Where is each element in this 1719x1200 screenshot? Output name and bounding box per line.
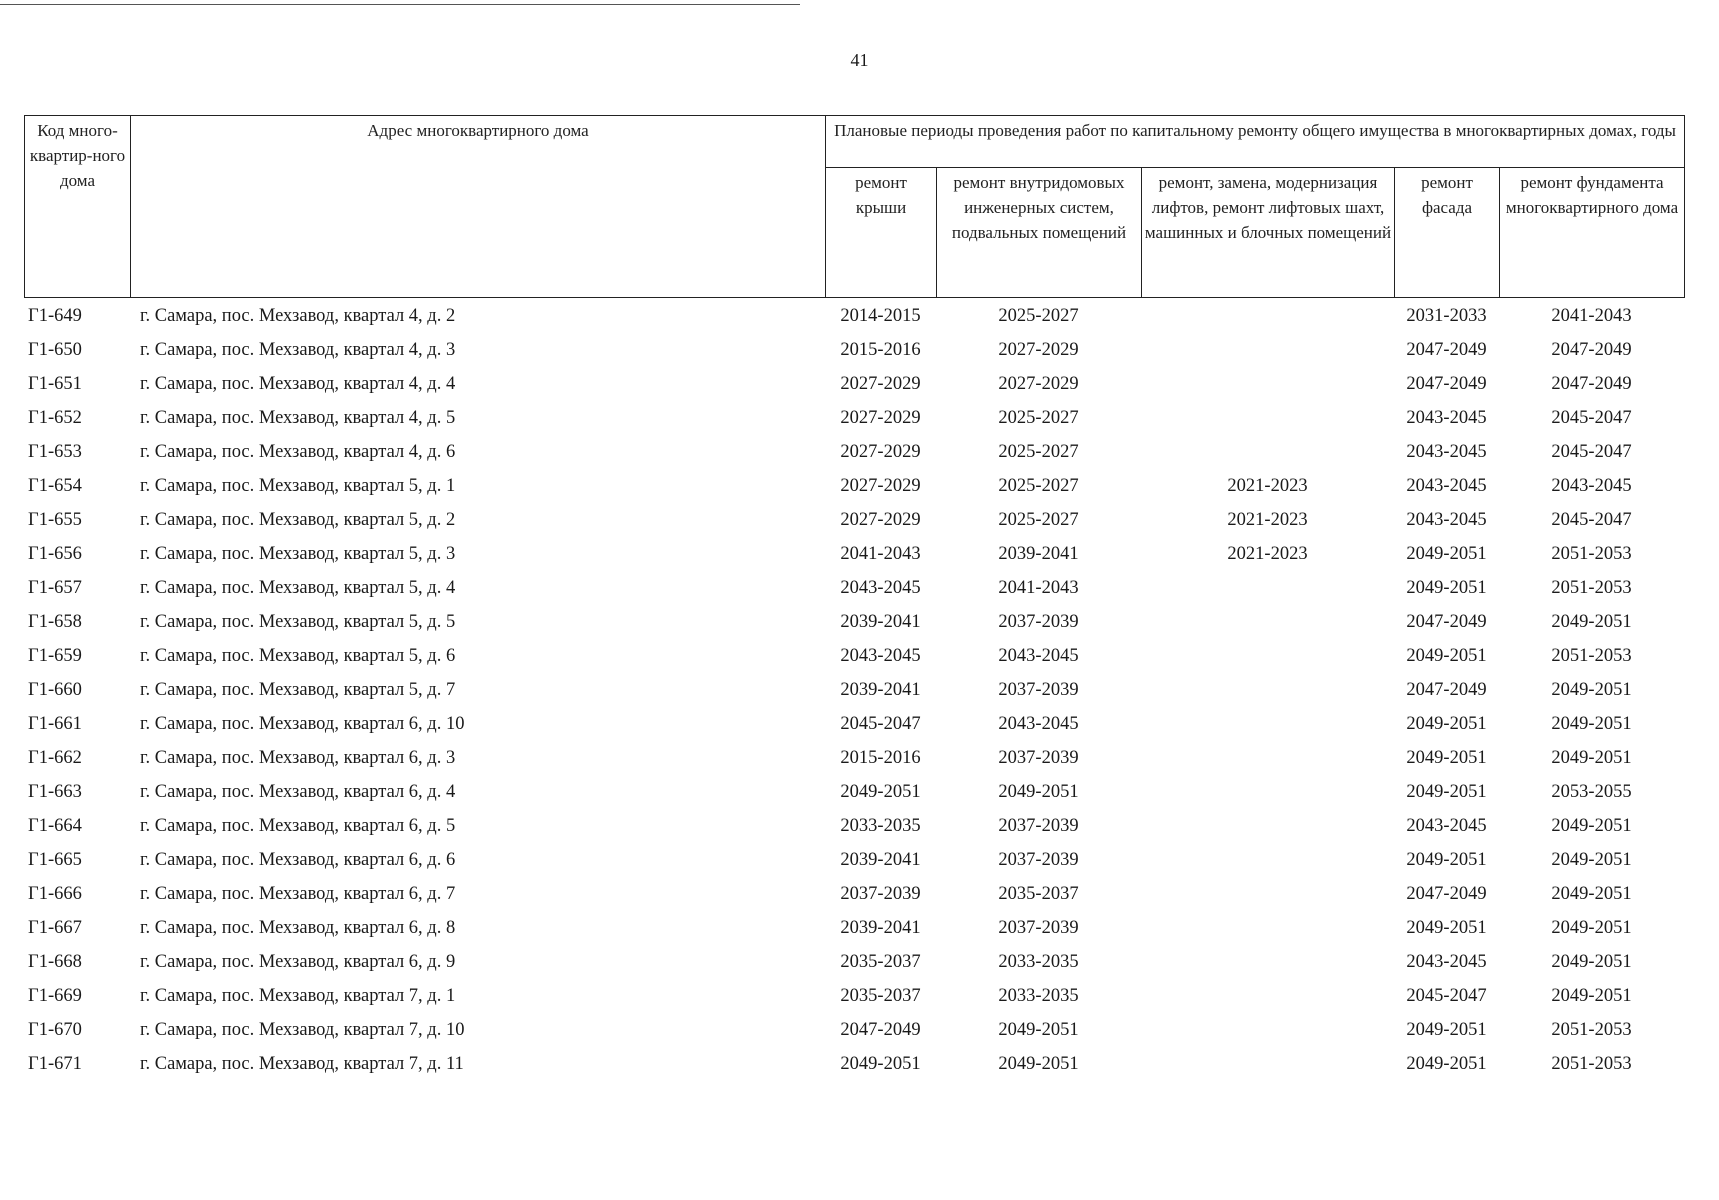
table-row	[24, 707, 1684, 741]
cell-address: г. Самара, пос. Мехзавод, квартал 6, д. 7	[140, 884, 456, 904]
data-rows	[24, 299, 1684, 1081]
cell-foundation: 2047-2049	[1551, 374, 1632, 394]
cell-facade: 2049-2051	[1406, 544, 1487, 564]
cell-systems: 2035-2037	[998, 884, 1079, 904]
table-row	[24, 571, 1684, 605]
cell-code: Г1-656	[28, 544, 82, 564]
top-scan-rule	[0, 4, 800, 5]
cell-address: г. Самара, пос. Мехзавод, квартал 6, д. 3	[140, 748, 456, 768]
cell-address: г. Самара, пос. Мехзавод, квартал 7, д. 11	[140, 1054, 464, 1074]
cell-address: г. Самара, пос. Мехзавод, квартал 6, д. 6	[140, 850, 456, 870]
table-row	[24, 843, 1684, 877]
cell-foundation: 2051-2053	[1551, 544, 1632, 564]
cell-code: Г1-654	[28, 476, 82, 496]
cell-roof: 2039-2041	[840, 680, 921, 700]
cell-foundation: 2049-2051	[1551, 952, 1632, 972]
cell-facade: 2049-2051	[1406, 918, 1487, 938]
cell-code: Г1-666	[28, 884, 82, 904]
cell-roof: 2039-2041	[840, 918, 921, 938]
cell-code: Г1-655	[28, 510, 82, 530]
cell-foundation: 2049-2051	[1551, 680, 1632, 700]
cell-address: г. Самара, пос. Мехзавод, квартал 6, д. 9	[140, 952, 456, 972]
cell-foundation: 2049-2051	[1551, 816, 1632, 836]
cell-facade: 2049-2051	[1406, 748, 1487, 768]
cell-roof: 2047-2049	[840, 1020, 921, 1040]
cell-foundation: 2051-2053	[1551, 646, 1632, 666]
cell-address: г. Самара, пос. Мехзавод, квартал 6, д. 4	[140, 782, 456, 802]
cell-foundation: 2051-2053	[1551, 1054, 1632, 1074]
table-row	[24, 537, 1684, 571]
table-row	[24, 639, 1684, 673]
cell-systems: 2025-2027	[998, 306, 1079, 326]
cell-code: Г1-649	[28, 306, 82, 326]
cell-code: Г1-671	[28, 1054, 82, 1074]
page-number: 41	[850, 50, 869, 70]
cell-elevators	[1141, 843, 1394, 877]
cell-roof: 2049-2051	[840, 782, 921, 802]
cell-code: Г1-650	[28, 340, 82, 360]
cell-address: г. Самара, пос. Мехзавод, квартал 4, д. 3	[140, 340, 456, 360]
header-periods: Плановые периоды проведения работ по капитальному ремонту общего имущества в многоквартирных домах, годы	[826, 116, 1685, 168]
cell-foundation: 2043-2045	[1551, 476, 1632, 496]
cell-elevators	[1141, 333, 1394, 367]
cell-code: Г1-663	[28, 782, 82, 802]
cell-roof: 2027-2029	[840, 510, 921, 530]
cell-systems: 2025-2027	[998, 476, 1079, 496]
cell-foundation: 2047-2049	[1551, 340, 1632, 360]
cell-foundation: 2045-2047	[1551, 408, 1632, 428]
cell-roof: 2037-2039	[840, 884, 921, 904]
cell-elevators	[1141, 979, 1394, 1013]
cell-foundation: 2045-2047	[1551, 442, 1632, 462]
cell-elevators	[1141, 605, 1394, 639]
cell-elevators	[1141, 571, 1394, 605]
table-row	[24, 469, 1684, 503]
cell-elevators	[1141, 911, 1394, 945]
cell-facade: 2049-2051	[1406, 850, 1487, 870]
cell-foundation: 2049-2051	[1551, 850, 1632, 870]
cell-address: г. Самара, пос. Мехзавод, квартал 4, д. 4	[140, 374, 456, 394]
cell-roof: 2039-2041	[840, 850, 921, 870]
cell-elevators	[1141, 435, 1394, 469]
cell-code: Г1-667	[28, 918, 82, 938]
table-row	[24, 911, 1684, 945]
cell-facade: 2043-2045	[1406, 476, 1487, 496]
cell-address: г. Самара, пос. Мехзавод, квартал 4, д. 6	[140, 442, 456, 462]
cell-facade: 2043-2045	[1406, 442, 1487, 462]
cell-facade: 2049-2051	[1406, 1054, 1487, 1074]
cell-foundation: 2049-2051	[1551, 884, 1632, 904]
cell-elevators: 2021-2023	[1227, 510, 1308, 530]
table-row	[24, 605, 1684, 639]
cell-address: г. Самара, пос. Мехзавод, квартал 7, д. 1	[140, 986, 456, 1006]
cell-foundation: 2051-2053	[1551, 578, 1632, 598]
cell-code: Г1-668	[28, 952, 82, 972]
cell-facade: 2047-2049	[1406, 374, 1487, 394]
cell-systems: 2033-2035	[998, 986, 1079, 1006]
cell-address: г. Самара, пос. Мехзавод, квартал 5, д. 6	[140, 646, 456, 666]
table-row	[24, 809, 1684, 843]
cell-systems: 2037-2039	[998, 680, 1079, 700]
cell-address: г. Самара, пос. Мехзавод, квартал 5, д. 5	[140, 612, 456, 632]
cell-elevators	[1141, 741, 1394, 775]
cell-foundation: 2049-2051	[1551, 986, 1632, 1006]
cell-facade: 2043-2045	[1406, 510, 1487, 530]
cell-roof: 2027-2029	[840, 476, 921, 496]
cell-roof: 2043-2045	[840, 646, 921, 666]
cell-address: г. Самара, пос. Мехзавод, квартал 5, д. 1	[140, 476, 456, 496]
table-row	[24, 503, 1684, 537]
cell-systems: 2049-2051	[998, 1054, 1079, 1074]
cell-code: Г1-665	[28, 850, 82, 870]
cell-facade: 2047-2049	[1406, 884, 1487, 904]
cell-systems: 2049-2051	[998, 1020, 1079, 1040]
cell-roof: 2027-2029	[840, 374, 921, 394]
cell-elevators	[1141, 639, 1394, 673]
cell-elevators	[1141, 1047, 1394, 1081]
table-row	[24, 1047, 1684, 1081]
cell-code: Г1-657	[28, 578, 82, 598]
cell-roof: 2043-2045	[840, 578, 921, 598]
cell-systems: 2025-2027	[998, 510, 1079, 530]
table-row	[24, 945, 1684, 979]
table-row	[24, 775, 1684, 809]
cell-elevators	[1141, 367, 1394, 401]
table-row	[24, 877, 1684, 911]
cell-code: Г1-661	[28, 714, 82, 734]
cell-systems: 2037-2039	[998, 816, 1079, 836]
cell-facade: 2049-2051	[1406, 578, 1487, 598]
cell-roof: 2035-2037	[840, 952, 921, 972]
cell-systems: 2037-2039	[998, 918, 1079, 938]
cell-elevators: 2021-2023	[1227, 544, 1308, 564]
cell-code: Г1-670	[28, 1020, 82, 1040]
cell-systems: 2025-2027	[998, 442, 1079, 462]
cell-systems: 2049-2051	[998, 782, 1079, 802]
cell-systems: 2027-2029	[998, 340, 1079, 360]
table-row	[24, 299, 1684, 333]
cell-facade: 2045-2047	[1406, 986, 1487, 1006]
cell-roof: 2015-2016	[840, 748, 921, 768]
table-row	[24, 1013, 1684, 1047]
cell-elevators	[1141, 809, 1394, 843]
cell-roof: 2039-2041	[840, 612, 921, 632]
cell-systems: 2027-2029	[998, 374, 1079, 394]
table-row	[24, 367, 1684, 401]
cell-elevators	[1141, 1013, 1394, 1047]
cell-facade: 2047-2049	[1406, 680, 1487, 700]
cell-code: Г1-660	[28, 680, 82, 700]
cell-code: Г1-652	[28, 408, 82, 428]
cell-roof: 2015-2016	[840, 340, 921, 360]
cell-elevators	[1141, 401, 1394, 435]
cell-code: Г1-664	[28, 816, 82, 836]
cell-facade: 2043-2045	[1406, 816, 1487, 836]
cell-facade: 2049-2051	[1406, 646, 1487, 666]
cell-code: Г1-659	[28, 646, 82, 666]
cell-facade: 2043-2045	[1406, 408, 1487, 428]
cell-roof: 2035-2037	[840, 986, 921, 1006]
table-row	[24, 333, 1684, 367]
cell-address: г. Самара, пос. Мехзавод, квартал 6, д. 8	[140, 918, 456, 938]
header-address: Адрес многоквартирного дома	[131, 116, 826, 298]
cell-facade: 2049-2051	[1406, 782, 1487, 802]
cell-systems: 2025-2027	[998, 408, 1079, 428]
cell-elevators	[1141, 877, 1394, 911]
table-row	[24, 401, 1684, 435]
cell-systems: 2041-2043	[998, 578, 1079, 598]
cell-systems: 2037-2039	[998, 612, 1079, 632]
cell-foundation: 2049-2051	[1551, 612, 1632, 632]
cell-elevators	[1141, 299, 1394, 333]
cell-roof: 2027-2029	[840, 442, 921, 462]
cell-foundation: 2045-2047	[1551, 510, 1632, 530]
header-roof: ремонт крыши	[826, 168, 937, 298]
data-table	[24, 299, 1684, 1081]
cell-roof: 2045-2047	[840, 714, 921, 734]
cell-foundation: 2053-2055	[1551, 782, 1632, 802]
cell-code: Г1-651	[28, 374, 82, 394]
cell-foundation: 2049-2051	[1551, 918, 1632, 938]
cell-roof: 2041-2043	[840, 544, 921, 564]
cell-address: г. Самара, пос. Мехзавод, квартал 6, д. 5	[140, 816, 456, 836]
header-elevators: ремонт, замена, модернизация лифтов, ремонт лифтовых шахт, машинных и блочных помещений	[1142, 168, 1395, 298]
cell-roof: 2033-2035	[840, 816, 921, 836]
cell-systems: 2037-2039	[998, 748, 1079, 768]
cell-address: г. Самара, пос. Мехзавод, квартал 5, д. 2	[140, 510, 456, 530]
cell-code: Г1-662	[28, 748, 82, 768]
cell-systems: 2043-2045	[998, 714, 1079, 734]
cell-code: Г1-669	[28, 986, 82, 1006]
cell-foundation: 2041-2043	[1551, 306, 1632, 326]
cell-foundation: 2049-2051	[1551, 748, 1632, 768]
cell-address: г. Самара, пос. Мехзавод, квартал 5, д. 4	[140, 578, 456, 598]
cell-code: Г1-658	[28, 612, 82, 632]
cell-facade: 2049-2051	[1406, 714, 1487, 734]
cell-roof: 2027-2029	[840, 408, 921, 428]
cell-systems: 2039-2041	[998, 544, 1079, 564]
table-row	[24, 435, 1684, 469]
cell-code: Г1-653	[28, 442, 82, 462]
cell-address: г. Самара, пос. Мехзавод, квартал 7, д. 10	[140, 1020, 465, 1040]
cell-facade: 2047-2049	[1406, 340, 1487, 360]
cell-address: г. Самара, пос. Мехзавод, квартал 5, д. 7	[140, 680, 456, 700]
cell-systems: 2037-2039	[998, 850, 1079, 870]
cell-facade: 2047-2049	[1406, 612, 1487, 632]
cell-elevators	[1141, 673, 1394, 707]
cell-systems: 2033-2035	[998, 952, 1079, 972]
cell-foundation: 2051-2053	[1551, 1020, 1632, 1040]
cell-roof: 2014-2015	[840, 306, 921, 326]
cell-facade: 2031-2033	[1406, 306, 1487, 326]
cell-facade: 2049-2051	[1406, 1020, 1487, 1040]
table-row	[24, 673, 1684, 707]
header-facade: ремонт фасада	[1395, 168, 1500, 298]
table-row	[24, 979, 1684, 1013]
cell-elevators: 2021-2023	[1227, 476, 1308, 496]
cell-elevators	[1141, 945, 1394, 979]
cell-foundation: 2049-2051	[1551, 714, 1632, 734]
cell-systems: 2043-2045	[998, 646, 1079, 666]
cell-elevators	[1141, 775, 1394, 809]
cell-address: г. Самара, пос. Мехзавод, квартал 6, д. 10	[140, 714, 465, 734]
cell-roof: 2049-2051	[840, 1054, 921, 1074]
table-row	[24, 741, 1684, 775]
cell-elevators	[1141, 707, 1394, 741]
cell-address: г. Самара, пос. Мехзавод, квартал 5, д. 3	[140, 544, 456, 564]
cell-address: г. Самара, пос. Мехзавод, квартал 4, д. 5	[140, 408, 456, 428]
header-code: Код много-квартир-ного дома	[25, 116, 131, 298]
table-header	[24, 115, 1685, 298]
header-foundation: ремонт фундамента многоквартирного дома	[1500, 168, 1685, 298]
header-systems: ремонт внутридомовых инженерных систем, подвальных помещений	[937, 168, 1142, 298]
cell-facade: 2043-2045	[1406, 952, 1487, 972]
cell-address: г. Самара, пос. Мехзавод, квартал 4, д. 2	[140, 306, 456, 326]
